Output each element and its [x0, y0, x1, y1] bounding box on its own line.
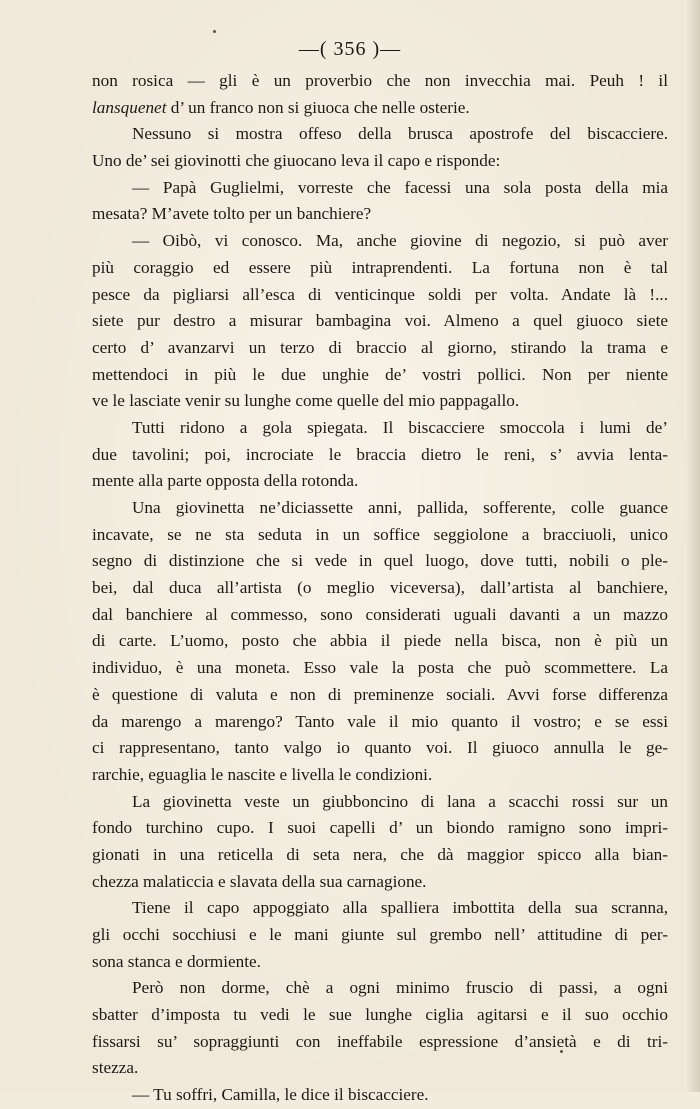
text-line: fondo turchino cupo. I suoi capelli d’ un biondo ramigno sono impri-: [92, 818, 668, 838]
text-line: mettendoci in più le due unghie de’ vostri pollici. Non per niente: [92, 364, 668, 384]
text-line: lansquenet d’ un franco non si giuoca che nelle osterie.: [92, 97, 470, 117]
text-line: — Papà Guglielmi, vorreste che facessi una sola posta della mia: [132, 177, 668, 197]
text-line: rarchie, eguaglia le nascite e livella le condizioni.: [92, 764, 433, 784]
text-line: sona stanca e dormiente.: [92, 951, 261, 971]
text-line: — Tu soffri, Camilla, le dice il biscacciere.: [132, 1085, 429, 1105]
page-gutter-shadow: [686, 0, 700, 1092]
text-line: Tiene il capo appoggiato alla spalliera imbottita della sua scranna,: [132, 898, 668, 918]
text-line: mente alla parte opposta della rotonda.: [92, 471, 359, 491]
page-number-header: —( 356 )—: [298, 38, 402, 60]
text-line: non rosica — gli è un proverbio che non invecchia mai. Peuh ! il: [92, 71, 668, 90]
text-line: sbatter d’imposta tu vedi le sue lunghe ciglia agitarsi e il suo occhio: [92, 1005, 668, 1025]
text-line: Tutti ridono a gola spiegata. Il biscacciere smoccola i lumi de’: [132, 417, 668, 437]
text-line: Uno de’ sei giovinotti che giuocano leva il capo e risponde:: [92, 151, 501, 171]
text-line: individuo, è una moneta. Esso vale la posta che può scommettere. La: [92, 658, 668, 678]
text-line: più coraggio ed essere più intraprendenti. La fortuna non è tal: [92, 257, 668, 277]
text-line: gli occhi socchiusi e le mani giunte sul grembo nell’ attitudine di per-: [92, 925, 668, 944]
text-line: certo d’ avanzarvi un terzo di braccio al giorno, stirando la trama e: [92, 337, 668, 357]
text-line: pesce da pigliarsi all’esca di venticinque soldi per volta. Andate là !...: [92, 284, 668, 304]
italic-word: lansquenet: [92, 97, 167, 117]
page-body-text: [92, 68, 668, 1109]
text-line: ve le lasciate venir su lunghe come quelle del mio pappagallo.: [92, 391, 520, 411]
text-line: fissarsi su’ sopraggiunti con ineffabile espressione d’ansietà e di tri-: [92, 1031, 668, 1051]
text-line: La giovinetta veste un giubboncino di lana a scacchi rossi sur un: [132, 791, 668, 811]
text-line: gionati in una reticella di seta nera, che dà maggior spicco alla bian-: [92, 844, 668, 864]
text-line: Però non dorme, chè a ogni minimo fruscio di passi, a ogni: [132, 978, 668, 998]
text-line: due tavolini; poi, incrociate le braccia dietro le reni, s’ avvia lenta-: [92, 444, 668, 464]
text-line: è questione di valuta e non di preminenze sociali. Avvi forse differenza: [92, 684, 668, 704]
text-line: Nessuno si mostra offeso della brusca apostrofe del biscacciere.: [132, 124, 668, 144]
text-line: — Oibò, vi conosco. Ma, anche giovine di negozio, si può aver: [132, 231, 668, 251]
paper-speck: [213, 30, 216, 33]
text-line: di carte. L’uomo, posto che abbia il piede nella bisca, non è più un: [92, 631, 668, 651]
text-line: segno di distinzione che si vede in quel luogo, dove tutti, nobili o ple-: [92, 551, 668, 571]
text-line: dal banchiere al commesso, sono considerati uguali davanti a un mazzo: [92, 604, 668, 624]
text-line: mesata? M’avete tolto per un banchiere?: [92, 204, 372, 224]
text-line: ci rappresentano, tanto valgo io quanto voi. Il giuoco annulla le ge-: [92, 738, 668, 758]
text-line: Una giovinetta ne’diciassette anni, pallida, sofferente, colle guance: [132, 498, 668, 517]
text-line: incavate, se ne sta seduta in un soffice seggiolone a bracciuoli, unico: [92, 524, 668, 544]
text-line: chezza malaticcia e slavata della sua carnagione.: [92, 871, 427, 891]
text-line: da marengo a marengo? Tanto vale il mio quanto il vostro; e se essi: [92, 711, 668, 731]
text-line: stezza.: [92, 1058, 139, 1078]
text-line: bei, dal duca all’artista (o meglio viceversa), dall’artista al banchiere,: [92, 578, 668, 598]
text-line: siete pur destro a misurar bambagina voi. Almeno a quel giuoco siete: [92, 311, 668, 331]
